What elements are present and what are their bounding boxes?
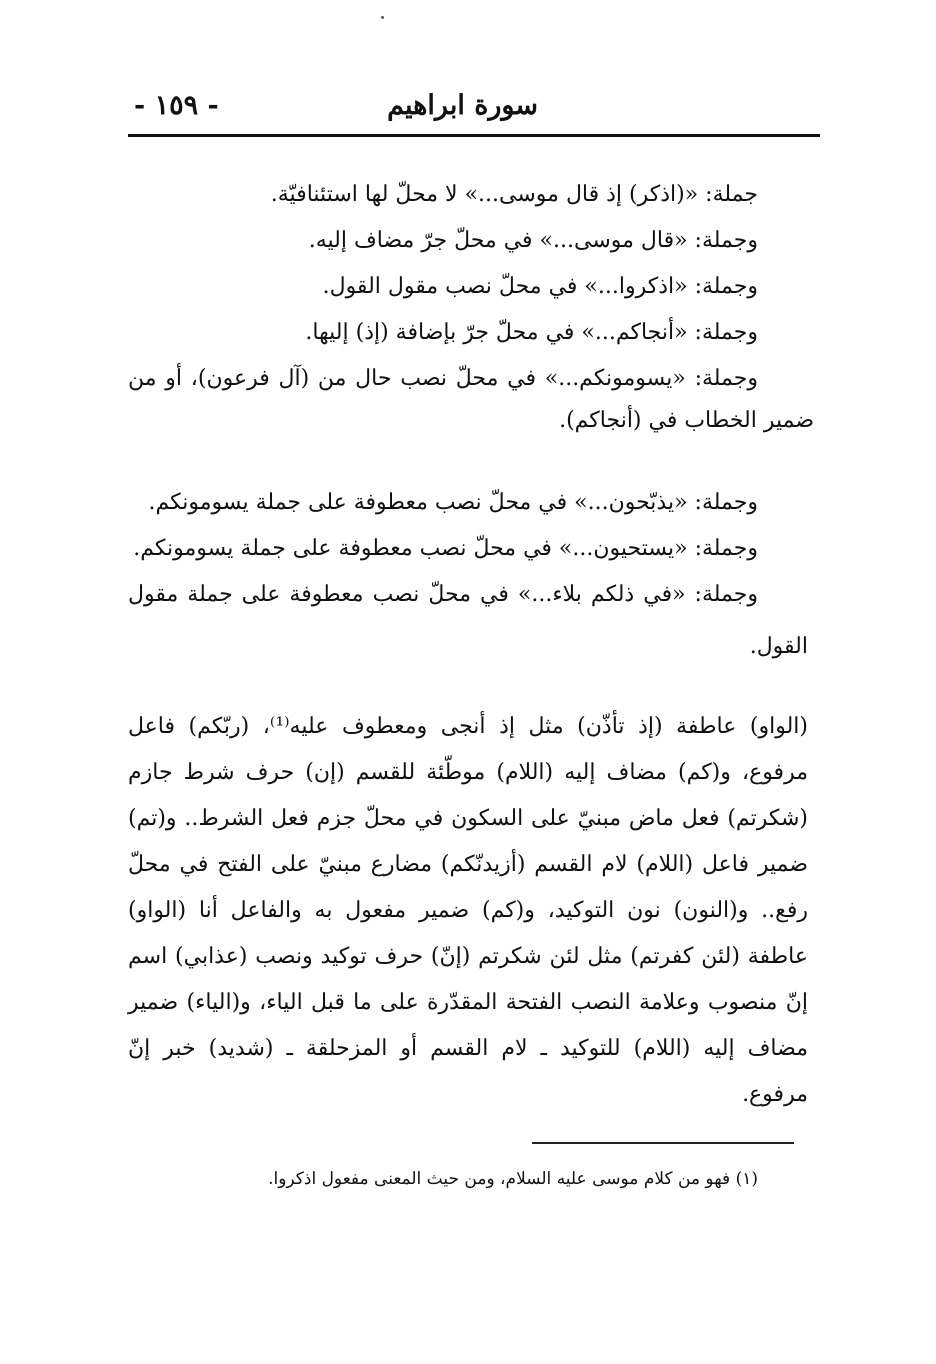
analysis-line: وجملة: «يسومونكم...» في محلّ نصب حال من (آل فرعون)، أو من — [128, 366, 758, 391]
paragraph-line: ضمير فاعل (اللام) لام القسم (أزيدنّكم) مضارع مبنيّ على الفتح في محلّ — [128, 852, 808, 877]
page-number: - ١٥٩ - — [134, 90, 219, 121]
paragraph-line: مضاف إليه (اللام) للتوكيد ـ لام القسم أو المزحلقة ـ (شديد) خبر إنّ — [128, 1036, 808, 1061]
footnote: (١) فهو من كلام موسى عليه السلام، ومن حيث المعنى مفعول اذكروا. — [268, 1169, 758, 1189]
analysis-line: ضمير الخطاب في (أنجاكم). — [559, 408, 814, 433]
analysis-line: وجملة: «يذبّحون...» في محلّ نصب معطوفة على جملة يسومونكم. — [148, 490, 758, 515]
paragraph-line: (الواو) عاطفة (إذ تأذّن) مثل إذ أنجى ومعطوف عليه⁽¹⁾، (ربّكم) فاعل — [128, 714, 809, 739]
analysis-line: وجملة: «يستحيون...» في محلّ نصب معطوفة على جملة يسومونكم. — [133, 536, 758, 561]
footnote-rule — [532, 1142, 794, 1144]
paragraph-line: مرفوع. — [742, 1082, 808, 1107]
paragraph-line: رفع.. و(النون) نون التوكيد، و(كم) ضمير مفعول به والفاعل أنا (الواو) — [128, 898, 808, 923]
paragraph-line: عاطفة (لئن كفرتم) مثل لئن شكرتم (إنّ) حرف توكيد ونصب (عذابي) اسم — [128, 944, 808, 969]
analysis-line: وجملة: «في ذلكم بلاء...» في محلّ نصب معطوفة على جملة مقول — [128, 582, 758, 607]
paragraph-line: (شكرتم) فعل ماض مبنيّ على السكون في محلّ جزم فعل الشرط.. و(تم) — [128, 806, 808, 831]
paragraph-line: مرفوع، و(كم) مضاف إليه (اللام) موطّئة للقسم (إن) حرف شرط جازم — [128, 760, 808, 785]
header-rule — [128, 134, 820, 137]
analysis-line: جملة: «(اذكر) إذ قال موسى...» لا محلّ لها استئنافيّة. — [270, 182, 758, 207]
scan-speck — [381, 16, 384, 19]
paragraph-line: إنّ منصوب وعلامة النصب الفتحة المقدّرة على ما قبل الياء، و(الياء) ضمير — [128, 990, 808, 1015]
analysis-line: وجملة: «اذكروا...» في محلّ نصب مقول القول. — [322, 274, 758, 299]
analysis-line: وجملة: «أنجاكم...» في محلّ جرّ بإضافة (إذ) إليها. — [305, 320, 758, 345]
analysis-line: وجملة: «قال موسى...» في محلّ جرّ مضاف إليه. — [308, 228, 758, 253]
page-header — [128, 86, 818, 134]
parsing-paragraph — [128, 704, 808, 1118]
surah-title: سورة ابراهيم — [387, 90, 538, 121]
analysis-line: القول. — [749, 634, 808, 659]
